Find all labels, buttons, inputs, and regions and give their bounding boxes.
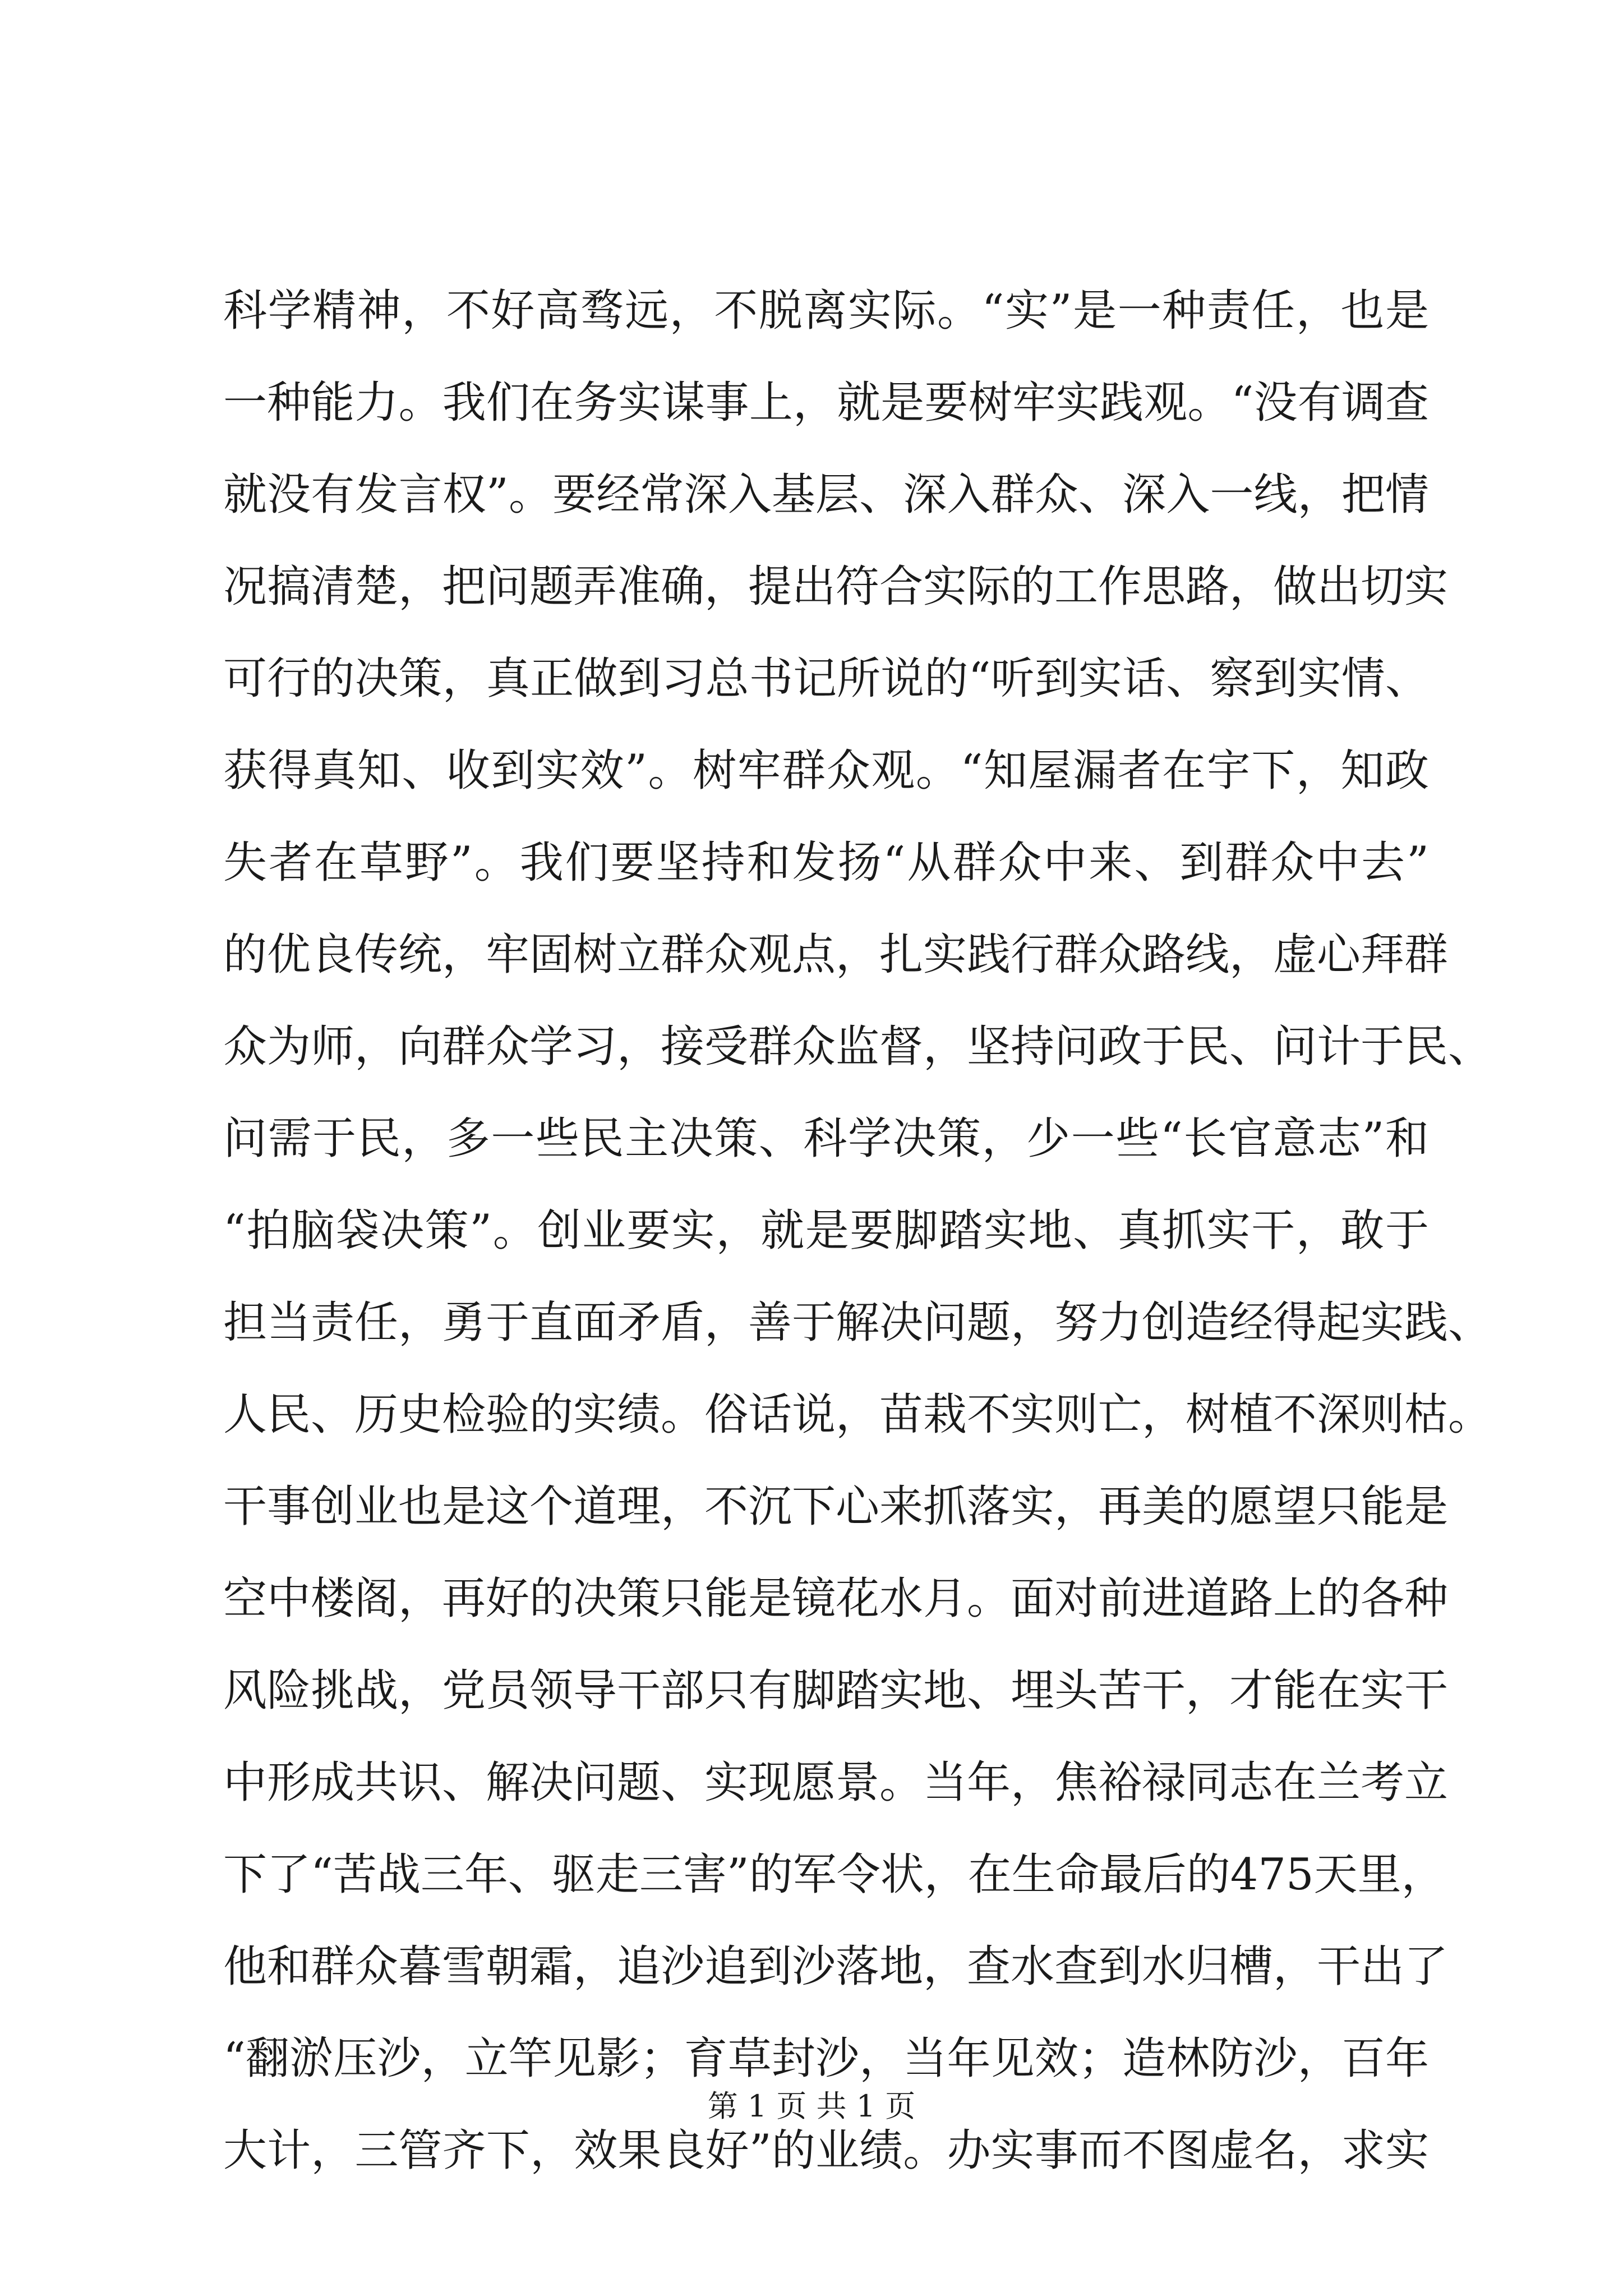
text-line: 问需于民，多一些民主决策、科学决策，少一些“长官意志”和	[223, 1114, 1429, 1164]
text-line: “翻淤压沙，立竿见影；育草封沙，当年见效；造林防沙，百年	[223, 2033, 1429, 2084]
page-footer	[0, 2084, 1623, 2129]
text-line: 干事创业也是这个道理，不沉下心来抓落实，再美的愿望只能是	[223, 1481, 1449, 1532]
text-line: “拍脑袋决策”。创业要实，就是要脚踏实地、真抓实干，敢于	[223, 1205, 1429, 1256]
text-line: 科学精神，不好高骛远，不脱离实际。“实”是一种责任，也是	[223, 286, 1429, 336]
text-line: 获得真知、收到实效”。树牢群众观。“知屋漏者在宇下，知政	[223, 746, 1429, 796]
text-line: 况搞清楚，把问题弄准确，提出符合实际的工作思路，做出切实	[223, 562, 1449, 612]
text-line: 下了“苦战三年、驱走三害”的军令状，在生命最后的475天里，	[223, 1849, 1445, 1900]
text-line: 担当责任，勇于直面矛盾，善于解决问题，努力创造经得起实践、	[223, 1297, 1492, 1348]
text-line: 大计，三管齐下，效果良好”的业绩。办实事而不图虚名，求实	[223, 2125, 1429, 2176]
text-line: 他和群众暮雪朝霜，追沙追到沙落地，查水查到水归槽，干出了	[223, 1941, 1449, 1992]
text-line: 一种能力。我们在务实谋事上，就是要树牢实践观。“没有调查	[223, 378, 1429, 428]
text-line: 风险挑战，党员领导干部只有脚踏实地、埋头苦干，才能在实干	[223, 1665, 1449, 1716]
text-line: 的优良传统，牢固树立群众观点，扎实践行群众路线，虚心拜群	[223, 930, 1449, 980]
page-number-label: 第 1 页 共 1 页	[707, 2088, 916, 2124]
text-line: 失者在草野”。我们要坚持和发扬“从群众中来、到群众中去”	[223, 838, 1429, 888]
text-line: 可行的决策，真正做到习总书记所说的“听到实话、察到实情、	[223, 654, 1429, 704]
text-line: 就没有发言权”。要经常深入基层、深入群众、深入一线，把情	[223, 470, 1429, 520]
text-line: 众为师，向群众学习，接受群众监督，坚持问政于民、问计于民、	[223, 1022, 1492, 1072]
text-line: 空中楼阁，再好的决策只能是镜花水月。面对前进道路上的各种	[223, 1573, 1449, 1624]
text-line: 中形成共识、解决问题、实现愿景。当年，焦裕禄同志在兰考立	[223, 1757, 1449, 1808]
text-line: 人民、历史检验的实绩。俗话说，苗栽不实则亡，树植不深则枯。	[223, 1389, 1492, 1440]
body-text	[223, 265, 1492, 2197]
